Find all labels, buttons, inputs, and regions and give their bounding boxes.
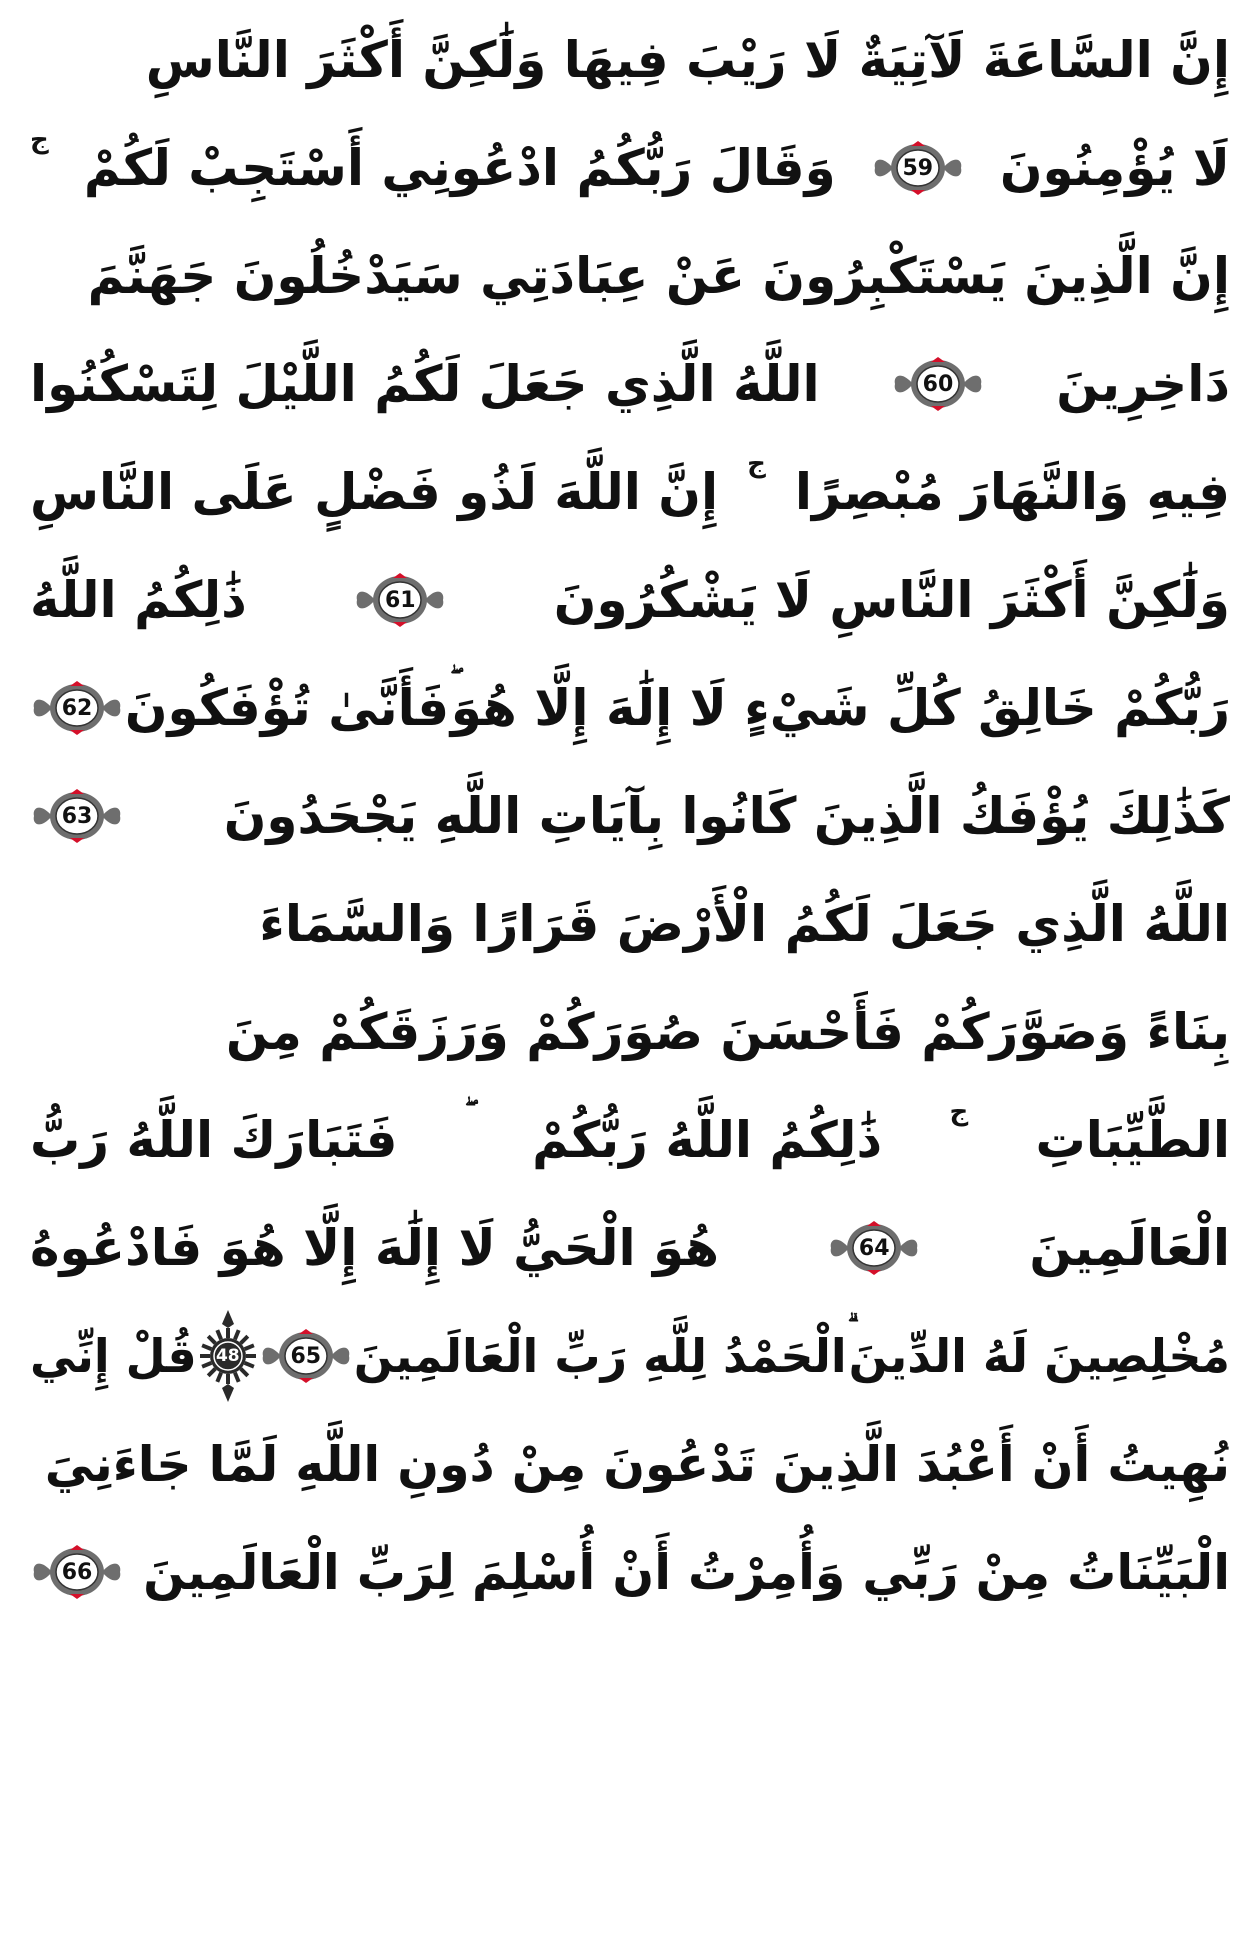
waqf-pause-mark: ج [30, 125, 49, 155]
verse-line [30, 222, 1230, 330]
ayah-number: 63 [61, 803, 93, 829]
verse-text: هُوَ الْحَيُّ لَا إِلَٰهَ إِلَّا هُوَ فَادْعُوهُ [30, 1219, 720, 1277]
ayah-number: 60 [922, 371, 954, 397]
ayah-number: 59 [902, 155, 934, 181]
verse-text: بِنَاءً وَصَوَّرَكُمْ فَأَحْسَنَ صُوَرَكُمْ وَرَزَقَكُمْ مِنَ [225, 1003, 1230, 1061]
verse-text: ذَٰلِكُمُ اللَّهُ [30, 571, 247, 629]
verse-line [30, 1518, 1230, 1626]
verse-line [30, 546, 1230, 654]
verse-text: رَبُّكُمْ خَالِقُ كُلِّ شَيْءٍ لَا إِلَٰهَ إِلَّا هُوَ [450, 679, 1230, 737]
waqf-pause-mark: ج [949, 1097, 969, 1127]
verse-text: إِنَّ السَّاعَةَ لَآتِيَةٌ لَا رَيْبَ فِيهَا وَلَٰكِنَّ أَكْثَرَ النَّاسِ [145, 31, 1230, 89]
verse-line [30, 6, 1230, 114]
verse-text: دَاخِرِينَ [1056, 355, 1230, 413]
verse-text: لَا يُؤْمِنُونَ [999, 139, 1230, 197]
ayah-number: 61 [384, 587, 416, 613]
hizb-number: 48 [215, 1346, 240, 1366]
ayah-number-marker [30, 680, 124, 736]
verse-line [30, 978, 1230, 1086]
waqf-pause-mark: ج [747, 449, 766, 479]
verse-text: إِنَّ الَّذِينَ يَسْتَكْبِرُونَ عَنْ عِبَادَتِي سَيَدْخُلُونَ جَهَنَّمَ [87, 247, 1230, 305]
verse-line [30, 1302, 1230, 1410]
verse-line [30, 762, 1230, 870]
hizb-marker [198, 1308, 258, 1404]
ayah-number: 62 [61, 695, 93, 721]
ayah-number: 64 [858, 1235, 890, 1261]
ayah-number-marker [30, 788, 124, 844]
verse-line [30, 870, 1230, 978]
ayah-number: 66 [61, 1559, 93, 1585]
verse-text: فَتَبَارَكَ اللَّهُ رَبُّ [30, 1111, 398, 1169]
verse-text: وَقَالَ رَبُّكُمُ ادْعُونِي أَسْتَجِبْ لَكُمْ [83, 139, 836, 197]
ayah-number-marker [30, 1544, 124, 1600]
verse-line [30, 330, 1230, 438]
verse-line [30, 1410, 1230, 1518]
verse-text: إِنَّ اللَّهَ لَذُو فَضْلٍ عَلَى النَّاسِ [30, 463, 719, 521]
ayah-number-marker [871, 140, 965, 196]
verse-line [30, 1194, 1230, 1302]
ayah-number-marker [891, 356, 985, 412]
verse-text: اللَّهُ الَّذِي جَعَلَ لَكُمُ الْأَرْضَ قَرَارًا وَالسَّمَاءَ [259, 895, 1230, 953]
verse-line [30, 114, 1230, 222]
verse-line [30, 438, 1230, 546]
verse-text: الْبَيِّنَاتُ مِنْ رَبِّي وَأُمِرْتُ أَنْ أُسْلِمَ لِرَبِّ الْعَالَمِينَ [143, 1543, 1230, 1601]
ayah-number-marker [259, 1328, 353, 1384]
verse-text: ذَٰلِكُمُ اللَّهُ رَبُّكُمْ [532, 1111, 883, 1169]
verse-line [30, 654, 1230, 762]
verse-text: قُلْ إِنِّي [30, 1329, 197, 1383]
ayah-number-marker [353, 572, 447, 628]
ayah-number: 65 [290, 1343, 322, 1369]
verse-text: الطَّيِّبَاتِ [1035, 1111, 1230, 1169]
verse-text: وَلَٰكِنَّ أَكْثَرَ النَّاسِ لَا يَشْكُرُونَ [553, 571, 1230, 629]
verse-line [30, 1086, 1230, 1194]
verse-text: كَذَٰلِكَ يُؤْفَكُ الَّذِينَ كَانُوا بِآيَاتِ اللَّهِ يَجْحَدُونَ [223, 787, 1230, 845]
verse-text: فَأَنَّىٰ تُؤْفَكُونَ [124, 679, 450, 737]
verse-text: الْعَالَمِينَ [1029, 1219, 1230, 1277]
verse-text: اللَّهُ الَّذِي جَعَلَ لَكُمُ اللَّيْلَ لِتَسْكُنُوا [30, 355, 820, 413]
verse-text: نُهِيتُ أَنْ أَعْبُدَ الَّذِينَ تَدْعُونَ مِنْ دُونِ اللَّهِ لَمَّا جَاءَنِيَ [44, 1435, 1230, 1493]
verse-text: مُخْلِصِينَ لَهُ الدِّينَ [848, 1329, 1230, 1383]
verse-text: الْحَمْدُ لِلَّهِ رَبِّ الْعَالَمِينَ [353, 1329, 847, 1383]
verse-text: فِيهِ وَالنَّهَارَ مُبْصِرًا [794, 463, 1230, 521]
ayah-number-marker [827, 1220, 921, 1276]
